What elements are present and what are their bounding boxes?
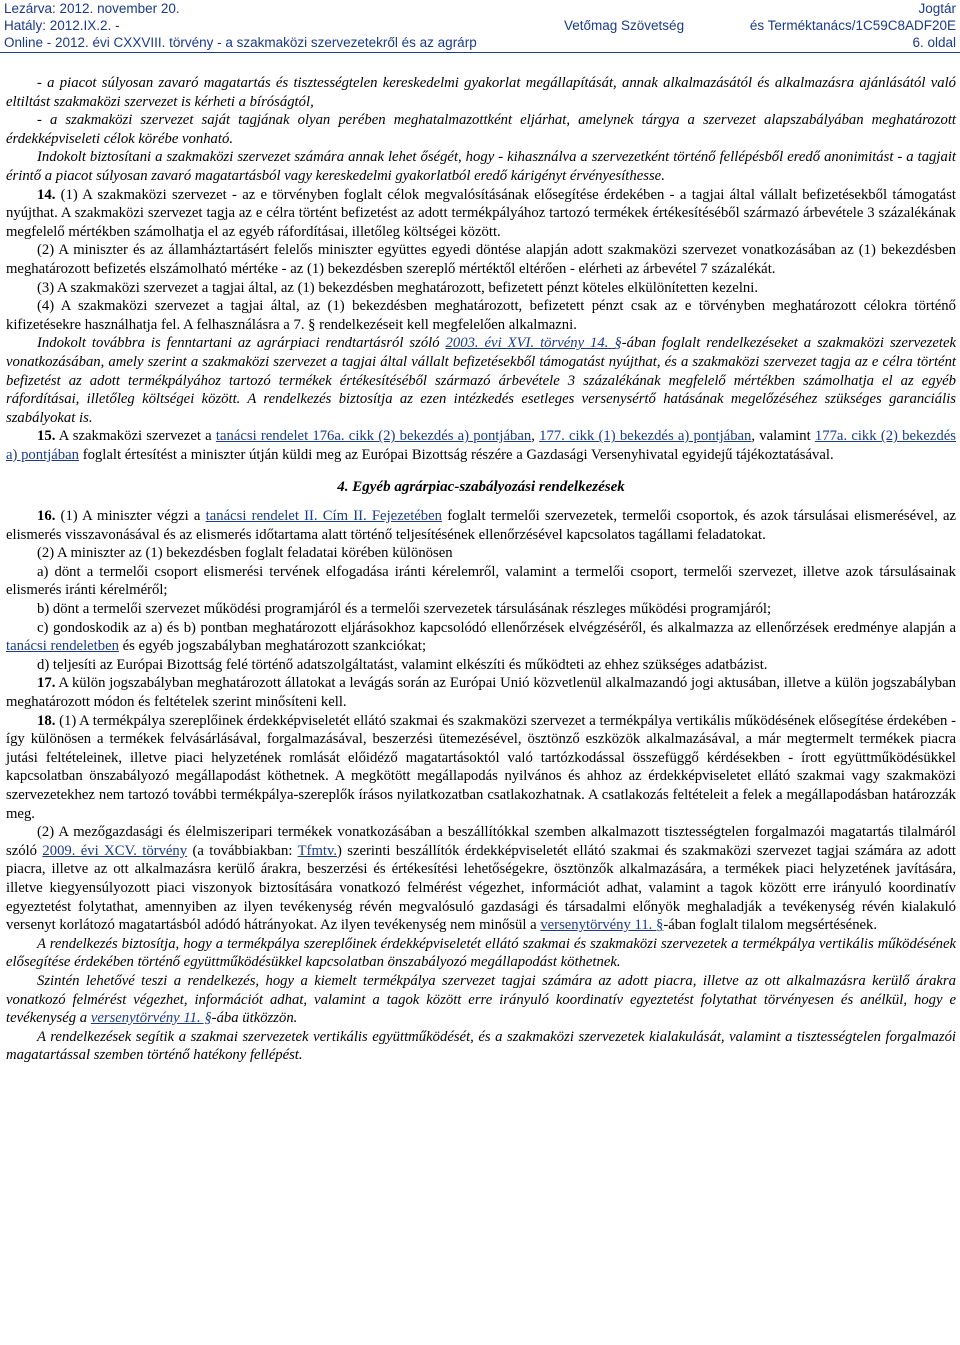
chapter-heading: 4. Egyéb agrárpiac-szabályozási rendelkezések bbox=[337, 479, 625, 496]
page-header bbox=[0, 0, 960, 52]
header-publisher: Jogtár bbox=[918, 1, 956, 16]
link-177a[interactable]: 177a. cikk (2) bekezdés a) pontjában bbox=[6, 428, 956, 463]
section-18-number: 18. bbox=[37, 712, 56, 729]
section-18-justification-2: Szintén lehetővé teszi a rendelkezés, hogy a kiemelt termékpálya szervezet tagjai számára az adott piacra, illetve az ott alkalmazásra kerülő árakra vonatkozó felmérést végezhet, információt adhat, valamint a tagok között erre irányuló koordinatív egyeztetést folytathat törvényesen és anélkül, hogy e tevékenység a versenytörvény 11. §-ába ütközzön. bbox=[6, 972, 956, 1027]
section-16-p2: (2) A miniszter az (1) bekezdésben foglalt feladatai körében különösen bbox=[37, 545, 453, 562]
link-176a[interactable]: tanácsi rendelet 176a. cikk (2) bekezdés a) pontjában bbox=[215, 428, 532, 445]
section-18-justification-3: A rendelkezések segítik a szakmai szervezetek vertikális együttműködését, és a szakmaközi szervezetek kialakulását, valamint a tisztességtelen forgalmazói magatartással szemben történő hatékony fellépést. bbox=[6, 1028, 956, 1064]
section-17: 17. A külön jogszabályban meghatározott állatokat a levágás során az Európai Unió közvetlenül alkalmazandó jogi aktusában, illetve a külön jogszabályban meghatározott módon és feltételek szerint minősíteni kell. bbox=[6, 675, 956, 710]
section-16-item-c: c) gondoskodik az a) és b) pontban meghatározott eljárásokhoz kapcsolódó ellenőrzések elvégzéséről, és alkalmazza az ellenőrzések eredménye alapján a tanácsi rendeletben és egyéb jogszabályban meghatározott szankciókat; bbox=[6, 619, 956, 655]
link-2003-xvi-14[interactable]: 2003. évi XVI. törvény 14. § bbox=[445, 335, 622, 352]
section-16-item-b: b) dönt a termelői szervezet működési programjáról és a termelői szervezetek társulásának részleges működési programjáról; bbox=[37, 601, 772, 618]
link-177[interactable]: 177. cikk (1) bekezdés a) pontjában bbox=[539, 428, 752, 445]
section-16-item-a: a) dönt a termelői csoport elismerési tervének elfogadása iránti kérelemről, valamint a termelői csoport, termelői szervezet, illetve azok társulásainak elismerés iránti kérelméről; bbox=[6, 563, 956, 599]
section-14-p1: 14. (1) A szakmaközi szervezet - az e törvényben foglalt célok megvalósításának elősegítése érdekében - a tagjai által vállalt befizetésekből támogatást nyújthat. A szakmaközi szervezet tagja az e célra történt befizetést az adott termékpályához tartozó termékek értékesítéséből származó árbevétele 3 százalékának megfelelő mértékben számolhatja el az egyéb ráfordításai, illetőleg költségei között. bbox=[6, 186, 956, 240]
section-15: 15. A szakmaközi szervezet a tanácsi rendelet 176a. cikk (2) bekezdés a) pontjában, 177. cikk (1) bekezdés a) pontjában, valamint 177a. cikk (2) bekezdés a) pontjában foglalt értesítést a miniszter útján küldi meg az Európai Bizottság részére a Gazdasági Versenyhivatal egyidejű tájékoztatásával. bbox=[6, 428, 956, 463]
section-14-p3: (3) A szakmaközi szervezet a tagjai által, az (1) bekezdésben meghatározott, befizetett pénzt köteles elkülönítetten kezelni. bbox=[37, 279, 758, 296]
section-15-number: 15. bbox=[37, 428, 56, 445]
link-tanacsi-rendelet-ii[interactable]: tanácsi rendelet II. Cím II. Fejezetében bbox=[205, 508, 443, 525]
section-14-justification: Indokolt továbbra is fenntartani az agrárpiaci rendtartásról szóló 2003. évi XVI. törvény 14. §-ában foglalt rendelkezéseket a szakmaközi szervezetek vonatkozásában, amely szerint a szakmaközi szervezet a tagjai által vállalt befizetésekből támogatást nyújthat, és a szakmaközi szervezet tagja az e célra történt befizetést az adott termékpályához tartozó termékek értékesítéséből származó árbevétele 3 százalékának megfelelő mértékben számolhatja el az egyéb ráfordításai, illetőleg költségei között. A rendelkezés biztosítja az ezen intézkedés esetleges versenysértő hatásának megelőzéséhez szükséges garanciális szabályokat is. bbox=[6, 335, 956, 426]
justification-p3: Indokolt biztosítani a szakmaközi szervezet számára annak lehet őségét, hogy - kihasználva a szervezetként történő fellépésből eredő anonimitást - a tagjait érintő a piacot súlyosan zavaró magatartásból vagy kereskedelmi gyakorlatból eredő kárigényt érvényesíthesse. bbox=[6, 149, 956, 184]
header-document-id: és Terméktanács/1C59C8ADF20E bbox=[749, 18, 956, 33]
section-17-number: 17. bbox=[37, 675, 56, 692]
indent-p1: - a piacot súlyosan zavaró magatartás és tisztességtelen kereskedelmi gyakorlat megállapítását, annak alkalmazásától és alkalmazásra ajánlásától való eltiltást szakmaközi szervezet is kérheti a bíróságtól, bbox=[6, 75, 956, 110]
section-14-p2: (2) A miniszter és az államháztartásért felelős miniszter együttes egyedi döntése alapján adott szakmaközi szervezet vonatkozásában az (1) bekezdésben meghatározott befizetés elszámolható mértéke - az (1) bekezdésben szereplő mértéktől eltérően - elérheti az árbevétel 7 százalékát. bbox=[6, 242, 956, 277]
section-14-p4: (4) A szakmaközi szervezet a tagjai által, az (1) bekezdésben meghatározott, befizetett pénzt csak az e törvényben meghatározott célokra történő kifizetésekre használhatja fel. A felhasználásra a 7. § rendelkezéseit kell megfelelően alkalmazni. bbox=[6, 298, 956, 333]
header-page-number: 6. oldal bbox=[912, 35, 956, 50]
header-locked-date: Lezárva: 2012. november 20. bbox=[4, 1, 180, 16]
link-versenytorveny-11[interactable]: versenytörvény 11. § bbox=[540, 917, 664, 934]
link-versenytorveny-11-b[interactable]: versenytörvény 11. § bbox=[90, 1010, 212, 1027]
link-2009-xcv[interactable]: 2009. évi XCV. törvény bbox=[42, 842, 188, 859]
link-tanacsi-rendeletben[interactable]: tanácsi rendeletben bbox=[6, 638, 119, 655]
header-effect-date: Hatály: 2012.IX.2. - bbox=[4, 18, 120, 33]
document-body bbox=[6, 74, 956, 1065]
section-18-justification-1: A rendelkezés biztosítja, hogy a termékpálya szereplőinek érdekképviseletét ellátó szakmai és szakmaközi szervezetek a termékpálya vertikális működésének elősegítése érdekében történő együttműködésükkel kapcsolatban önszabályozó megállapodást köthetnek. bbox=[6, 935, 956, 971]
section-16-p1: 16. (1) A miniszter végzi a tanácsi rendelet II. Cím II. Fejezetében foglalt termelői szervezetek, termelői csoportok, és azok társulásai elismerésével, az elismerés visszavonásával és az elismerés időtartama alatt történő teljesítésének ellenőrzésével kapcsolatos tagállami feladatokat. bbox=[6, 508, 956, 543]
link-tfmtv[interactable]: Tfmtv. bbox=[297, 842, 338, 859]
header-law-title: Online - 2012. évi CXXVIII. törvény - a szakmaközi szervezetekről és az agrárp bbox=[4, 35, 477, 50]
section-16-number: 16. bbox=[37, 508, 56, 525]
section-18-p2: (2) A mezőgazdasági és élelmiszeripari termékek vonatkozásában a beszállítókkal szemben alkalmazott tisztességtelen forgalmazói magatartás tilalmáról szóló 2009. évi XCV. törvény (a továbbiakban: Tfmtv.) szerinti beszállítók érdekképviseletét ellátó szakmai és szakmaközi szervezet tagjai számára az adott piacra, illetve az ott alkalmazásra kerülő árakra, beszerzési és értékesítési lehetőségekre, ösztönzők alkalmazására, a termékek piaci helyzetének javítására, illetve kiegyensúlyozott piaci viszonyok biztosítására vonatkozó felmérést végezhet, információt adhat, valamint a tagok között erre irányuló koordinatív egyeztetést folytathat, amennyiben az ilyen tevékenység révén megvalósuló gazdasági és társadalmi előnyök meghaladják a tevékenység révén kialakuló versenyt korlátozó magatartásból adódó hátrányokat. Az ilyen tevékenység nem minősül a versenytörvény 11. §-ában foglalt tilalom megsértésének. bbox=[6, 824, 956, 934]
section-14-number: 14. bbox=[37, 186, 56, 203]
header-rule bbox=[0, 52, 960, 53]
indent-p2: - a szakmaközi szervezet saját tagjának olyan perében meghatalmazottként eljárhat, amelynek tárgya a szervezet alapszabályában meghatározott érdekképviseleti célok körébe vonható. bbox=[6, 112, 956, 147]
section-16-item-d: d) teljesíti az Európai Bizottság felé történő adatszolgáltatást, valamint elkészíti és működteti az ehhez szükséges adatbázist. bbox=[37, 656, 768, 673]
header-organisation: Vetőmag Szövetség bbox=[564, 18, 685, 33]
section-18-p1: 18. (1) A termékpálya szereplőinek érdekképviseletét ellátó szakmai és szakmaközi szervezet a termékpálya vertikális működésének elősegítése érdekében - így különösen a termékek felvásárlásával, forgalmazásával, beszerzési ütemezésével, ösztönző eszközök alkalmazásával, a már megtermelt termékek piacra jutási feltételeinek, illetve piaci helyzetének romlását előidéző magatartásoktól való tartózkodással összefüggő kérdésekben - írott együttműködésükkel kapcsolatban önszabályozó megállapodást köthetnek. A megkötött megállapodás nyilvános és ahhoz az érdekképviseletet ellátó szakmai vagy szakmaközi szervezetekhez nem tartozó további termékpálya-szereplők írásos nyilatkozatban csatlakozhatnak. A csatlakozás feltételeit a felek a megállapodásban határozzák meg. bbox=[6, 712, 956, 822]
